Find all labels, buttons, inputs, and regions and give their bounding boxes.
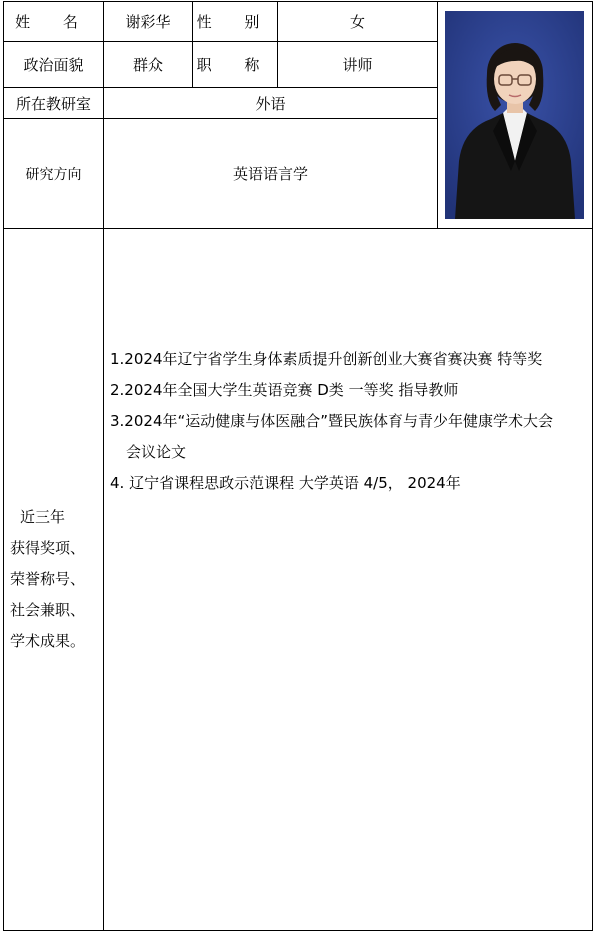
achievement-item: 1.2024年辽宁省学生身体素质提升创新创业大赛省赛决赛 特等奖 xyxy=(110,349,543,368)
achievement-item: 2.2024年全国大学生英语竞赛 D类 一等奖 指导教师 xyxy=(110,380,459,399)
gender-label: 性 别 xyxy=(193,2,278,42)
portrait-photo xyxy=(445,11,584,219)
political-label: 政治面貌 xyxy=(4,42,104,88)
name-value: 谢彩华 xyxy=(104,2,193,42)
department-value: 外语 xyxy=(104,88,438,119)
achievement-item-continuation xyxy=(110,437,588,468)
photo-cell xyxy=(438,2,593,229)
title-label: 职 称 xyxy=(193,42,278,88)
gender-value: 女 xyxy=(278,2,438,42)
achievements-label-line: 获得奖项、 xyxy=(10,539,86,557)
department-label: 所在教研室 xyxy=(4,88,104,119)
profile-table xyxy=(3,1,593,931)
achievement-item: 3.2024年“运动健康与体医融合”暨民族体育与青少年健康学术大会 xyxy=(110,411,554,430)
achievements-content xyxy=(104,229,593,931)
person-portrait-icon xyxy=(445,11,584,219)
achievements-label-line: 社会兼职、 xyxy=(10,601,86,619)
achievement-continuation-text: 会议论文 xyxy=(126,442,187,461)
achievement-item: 4. 辽宁省课程思政示范课程 大学英语 4/5， 2024年 xyxy=(110,473,461,492)
name-label: 姓 名 xyxy=(4,2,104,42)
research-value: 英语语言学 xyxy=(104,119,438,229)
title-value: 讲师 xyxy=(278,42,438,88)
political-value: 群众 xyxy=(104,42,193,88)
achievements-label-line: 近三年 xyxy=(20,508,66,526)
achievements-label-line: 荣誉称号、 xyxy=(10,570,86,588)
achievements-label-line: 学术成果。 xyxy=(10,632,86,650)
achievements-label xyxy=(4,229,104,931)
achievements-list xyxy=(110,344,588,499)
research-label: 研究方向 xyxy=(4,119,104,229)
